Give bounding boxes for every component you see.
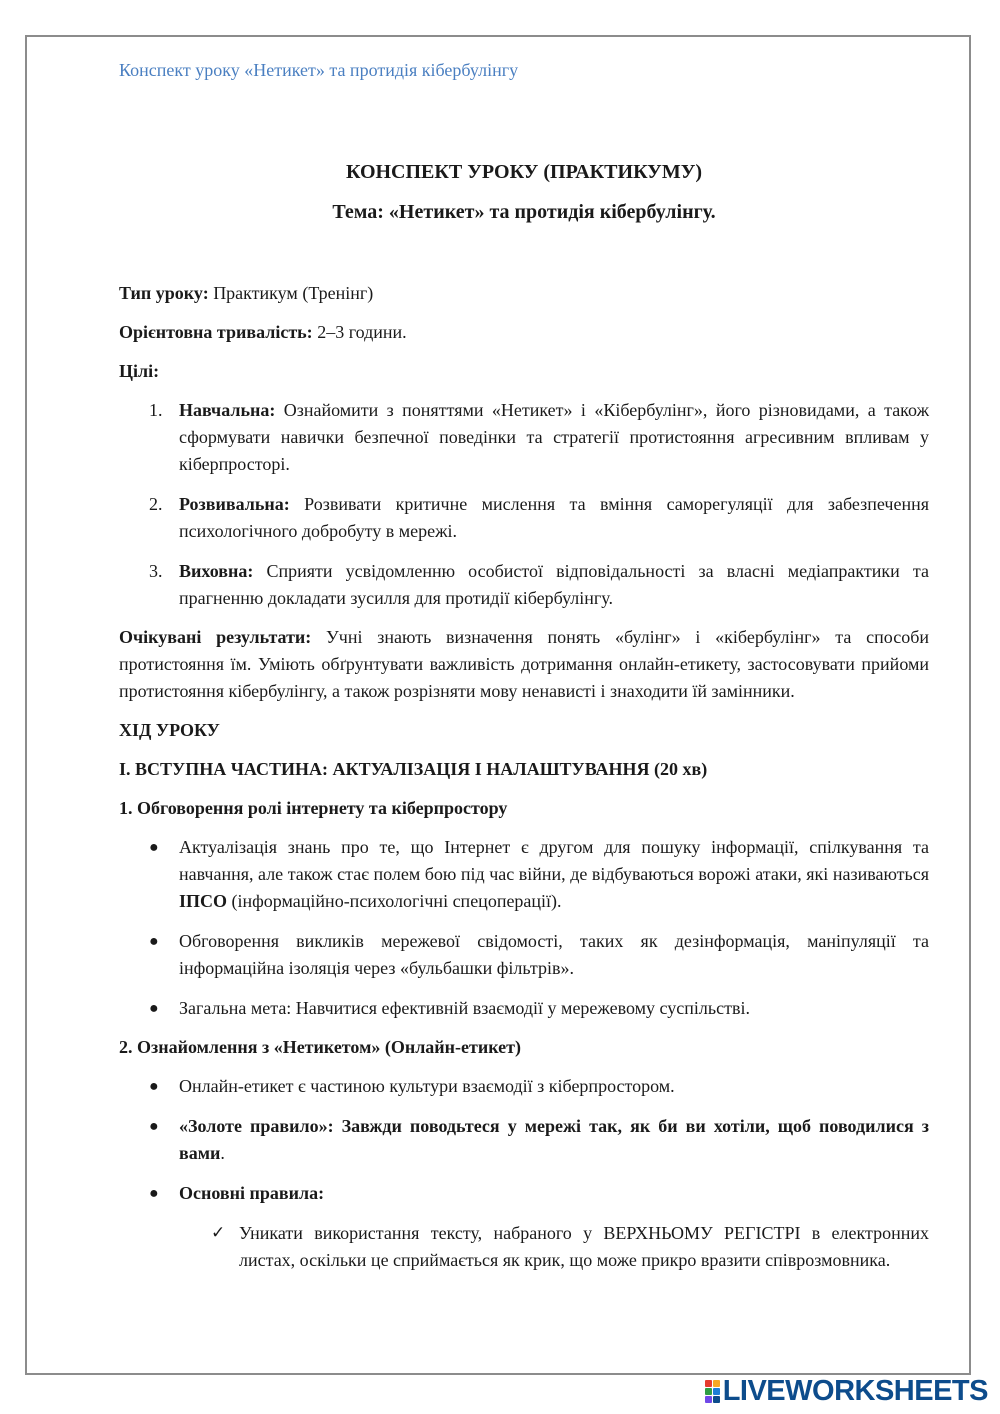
results-label: Очікувані результати: [119, 627, 312, 647]
goal-text: Ознайомити з поняттями «Нетикет» і «Кібербулінг», його різновидами, а також сформувати навички безпечної поведінки та стратегії протистояння агресивним впливам у кіберпросторі. [179, 400, 929, 474]
goals-label: Цілі: [119, 361, 160, 381]
goal-label: Навчальна: [179, 400, 276, 420]
document-title: КОНСПЕКТ УРОКУ (ПРАКТИКУМУ) [345, 161, 703, 183]
golden-rule-text: «Золоте правило»: Завжди поводьтеся у мережі так, як би ви хотіли, щоб поводилися з вами [179, 1116, 929, 1163]
ipso-term: ІПСО [179, 891, 228, 911]
list-item [119, 928, 929, 982]
course-heading: ХІД УРОКУ [119, 720, 220, 740]
checkmark-icon: ✓ [211, 1223, 226, 1243]
lesson-type [119, 280, 929, 307]
checklist-item-text: Уникати використання тексту, набраного у ВЕРХНЬОМУ РЕГІСТРІ в електронних листах, оскільки це сприймається як крик, що може прикро вразити співрозмовника. [239, 1223, 929, 1270]
list-item [119, 1073, 929, 1100]
liveworksheets-watermark [705, 1376, 988, 1406]
goal-text: Сприяти усвідомленню особистої відповідальності за власні медіапрактики та прагненню докладати зусилля для протидії кібербулінгу. [179, 561, 929, 608]
list-item-text: Обговорення викликів мережевої свідомості, таких як дезінформація, маніпуляції та інформаційна ізоляція через «бульбашки фільтрів». [179, 931, 929, 978]
logo-square [713, 1388, 720, 1395]
rules-checklist [119, 1220, 929, 1274]
results-text: Учні знають визначення понять «булінг» і «кібербулінг» та способи протистояння їм. Уміють обґрунтувати важливість дотримання онлайн-етикету, застосовувати прийоми протистояння кібербулінгу, а також розрізняти мову ненависті і знаходити їй замінники. [119, 627, 929, 701]
section-1-heading: І. ВСТУПНА ЧАСТИНА: АКТУАЛІЗАЦІЯ І НАЛАШТУВАННЯ (20 хв) [119, 759, 708, 779]
bullet-icon: ● [149, 839, 159, 856]
running-header: Конспект уроку «Нетикет» та протидія кібербулінгу [119, 60, 519, 80]
list-item [119, 995, 929, 1022]
expected-results [119, 624, 929, 705]
goal-number: 2. [149, 494, 163, 514]
subsection-1-list [119, 834, 929, 1022]
duration-label: Орієнтовна тривалість: [119, 322, 313, 342]
duration-value: 2–3 години. [312, 322, 407, 342]
bullet-icon: ● [149, 1118, 159, 1135]
goal-number: 1. [149, 400, 163, 420]
bullet-icon: ● [149, 933, 159, 950]
goal-text: Розвивати критичне мислення та вміння саморегуляції для забезпечення психологічного добробуту в мережі. [179, 494, 929, 541]
list-item-text: Актуалізація знань про те, що Інтернет є другом для пошуку інформації, спілкування та навчання, але також стає полем бою під час війни, де відбуваються ворожі атаки, які називаються [179, 837, 929, 884]
goal-item [119, 491, 929, 545]
list-item-text: . [220, 1143, 225, 1163]
goal-item [119, 558, 929, 612]
subsection-2-list [119, 1073, 929, 1207]
watermark-text: LIVEWORKSHEETS [722, 1374, 988, 1407]
list-item [119, 1180, 929, 1207]
logo-square [705, 1396, 712, 1403]
list-item-text: (інформаційно-психологічні спецоперації). [227, 891, 562, 911]
logo-square [705, 1388, 712, 1395]
lesson-type-value: Практикум (Тренінг) [208, 283, 374, 303]
subsection-2-heading: 2. Ознайомлення з «Нетикетом» (Онлайн-етикет) [119, 1037, 521, 1057]
list-item-text: Онлайн-етикет є частиною культури взаємодії з кіберпростором. [179, 1076, 675, 1096]
list-item [119, 1113, 929, 1167]
goal-number: 3. [149, 561, 163, 581]
logo-square [713, 1380, 720, 1387]
lesson-duration [119, 319, 929, 346]
liveworksheets-logo-icon [705, 1380, 720, 1403]
document-subtitle: Тема: «Нетикет» та протидія кібербулінгу. [332, 201, 716, 223]
logo-square [713, 1396, 720, 1403]
main-rules-label: Основні правила: [179, 1183, 325, 1203]
lesson-type-label: Тип уроку: [119, 283, 209, 303]
list-item [119, 834, 929, 915]
list-item-text: Загальна мета: Навчитися ефективній взаємодії у мережевому суспільстві. [179, 998, 750, 1018]
checklist-item [119, 1220, 929, 1274]
bullet-icon: ● [149, 1000, 159, 1017]
bullet-icon: ● [149, 1078, 159, 1095]
goal-label: Виховна: [179, 561, 254, 581]
goal-label: Розвивальна: [179, 494, 290, 514]
logo-square [705, 1380, 712, 1387]
goals-list [119, 397, 929, 612]
document-body [119, 158, 929, 1274]
subsection-1-heading: 1. Обговорення ролі інтернету та кіберпростору [119, 798, 508, 818]
bullet-icon: ● [149, 1185, 159, 1202]
goal-item [119, 397, 929, 478]
